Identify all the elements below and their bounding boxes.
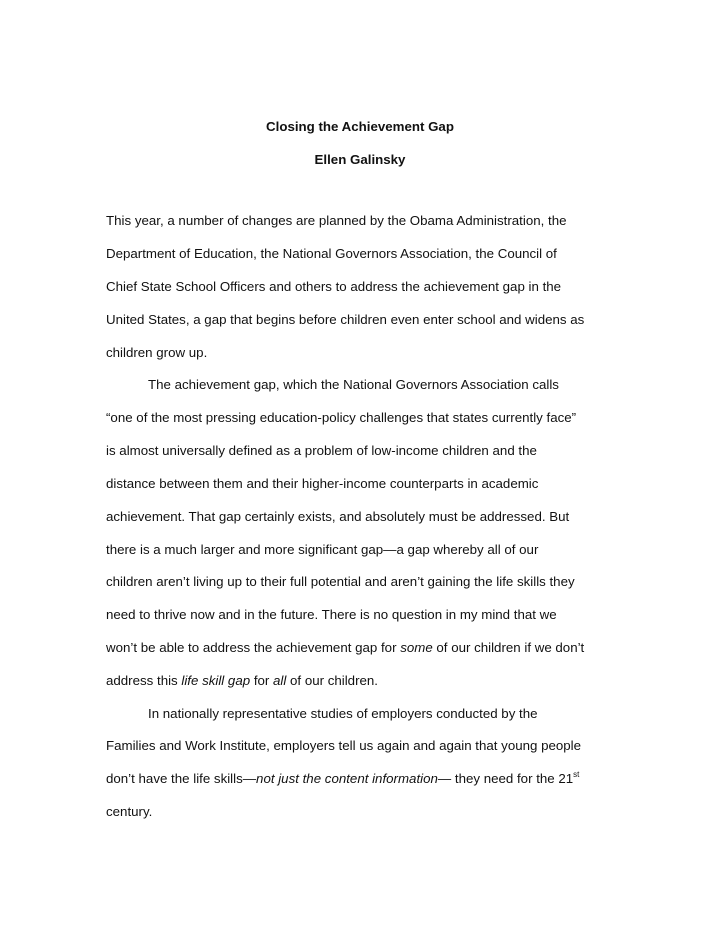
paragraph-line: The achievement gap, which the National Governors Association calls (148, 377, 559, 392)
paragraph-line: Department of Education, the National Governors Association, the Council of (106, 246, 557, 261)
paragraph-line: Families and Work Institute, employers tell us again and again that young people (106, 738, 582, 753)
text-run: address this (106, 673, 182, 688)
paragraph-line: This year, a number of changes are planned by the Obama Administration, the (106, 213, 567, 228)
paragraph-line (106, 771, 579, 786)
paragraph-line: need to thrive now and in the future. There is no question in my mind that we (106, 607, 557, 622)
text-run: — they need for the 21 (437, 771, 574, 786)
emphasis-text: life skill gap (181, 673, 251, 688)
paragraph-line: “one of the most pressing education-policy challenges that states currently face” (106, 410, 577, 425)
emphasis-text: some (400, 640, 433, 655)
paragraph-line: achievement. That gap certainly exists, and absolutely must be addressed. But (106, 509, 570, 524)
paragraph-line: century. (106, 804, 153, 819)
paragraph-line: distance between them and their higher-income counterparts in academic (106, 476, 539, 491)
text-run: for (250, 673, 274, 688)
paragraph-line (106, 640, 584, 655)
paragraph-line: there is a much larger and more significant gap—a gap whereby all of our (106, 542, 539, 557)
paragraph-line: United States, a gap that begins before children even enter school and widens as (106, 312, 585, 327)
text-run: of our children. (286, 673, 378, 688)
text-run: of our children if we don’t (432, 640, 585, 655)
superscript-text: st (573, 770, 580, 779)
text-run: won’t be able to address the achievement gap for (106, 640, 401, 655)
paragraph-line: Chief State School Officers and others to address the achievement gap in the (106, 279, 562, 294)
emphasis-text: not just the content information (256, 771, 438, 786)
paragraph-line: children grow up. (106, 345, 208, 360)
text-run: don’t have the life skills— (106, 771, 257, 786)
paragraph-line (106, 673, 378, 688)
document-author: Ellen Galinsky (314, 152, 406, 167)
paragraph-line: children aren’t living up to their full potential and aren’t gaining the life skills they (106, 574, 575, 589)
paragraph-line: is almost universally defined as a problem of low-income children and the (106, 443, 537, 458)
emphasis-text: all (273, 673, 287, 688)
paragraph-line: In nationally representative studies of employers conducted by the (148, 706, 538, 721)
document-title: Closing the Achievement Gap (266, 119, 454, 134)
